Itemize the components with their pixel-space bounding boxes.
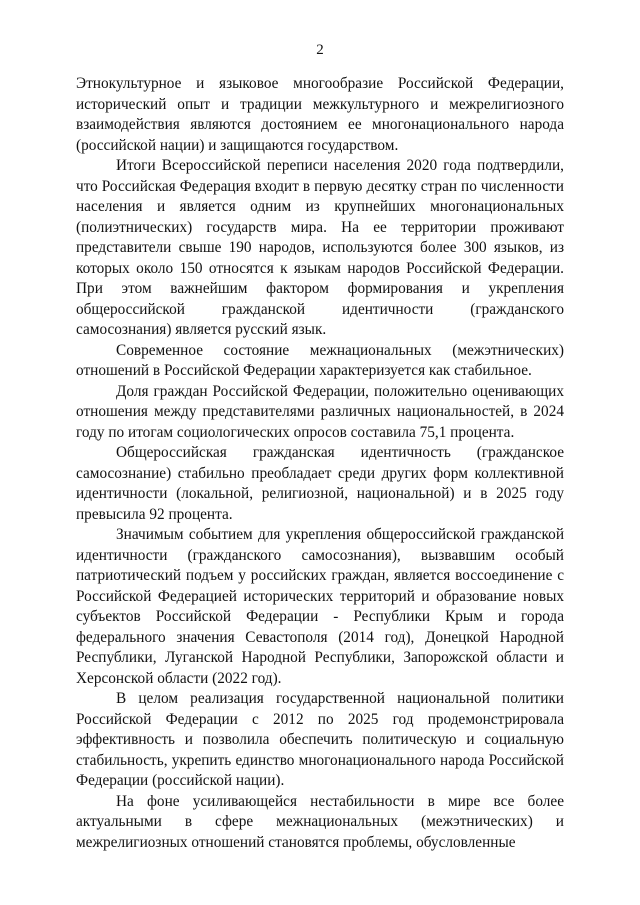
paragraph-8: На фоне усиливающейся нестабильности в мире все более актуальными в сфере межнациональных (межэтнических) и межрелигиозных отношений становятся проблемы, обусловленные <box>76 792 564 851</box>
paragraph-7: В целом реализация государственной национальной политики Российской Федерации с 2012 по 2025 год продемонстрировала эффективность и позволила обеспечить политическую и социальную стабильность, укрепить единство многонационального народа Российской Федерации (российской нации). <box>76 690 564 789</box>
document-body <box>76 74 564 853</box>
paragraph-5: Общероссийская гражданская идентичность (гражданское самосознание) стабильно преобладает среди других форм коллективной идентичности (локальной, религиозной, национальной) и в 2025 году превысила 92 процента. <box>76 444 564 523</box>
paragraph-1: Этнокультурное и языковое многообразие Российской Федерации, исторический опыт и традиции межкультурного и межрелигиозного взаимодействия являются достоянием ее многонационального народа (российской нации) и защищаются государством. <box>76 75 564 154</box>
paragraph-6: Значимым событием для укрепления общероссийской гражданской идентичности (гражданского самосознания), вызвавшим особый патриотический подъем у российских граждан, является воссоединение с Российской Федерацией исторических территорий и образование новых субъектов Российской Федерации - Республики Крым и города федерального значения Севастополя (2014 год), Донецкой Народной Республики, Луганской Народной Республики, Запорожской области и Херсонской области (2022 год). <box>76 526 564 687</box>
page-number: 2 <box>316 42 324 58</box>
paragraph-3: Современное состояние межнациональных (межэтнических) отношений в Российской Федерации характеризуется как стабильное. <box>76 341 564 379</box>
paragraph-2: Итоги Всероссийской переписи населения 2020 года подтвердили, что Российская Федерация входит в первую десятку стран по численности населения и является одним из крупнейших многонациональных (полиэтнических) государств мира. На ее территории проживают представители свыше 190 народов, используются более 300 языков, из которых около 150 относятся к языкам народов Российской Федерации. При этом важнейшим фактором формирования и укрепления общероссийской гражданской идентичности (гражданского самосознания) является русский язык. <box>76 157 564 338</box>
paragraph-4: Доля граждан Российской Федерации, положительно оценивающих отношения между представителями различных национальностей, в 2024 году по итогам социологических опросов составила 75,1 процента. <box>76 382 564 441</box>
